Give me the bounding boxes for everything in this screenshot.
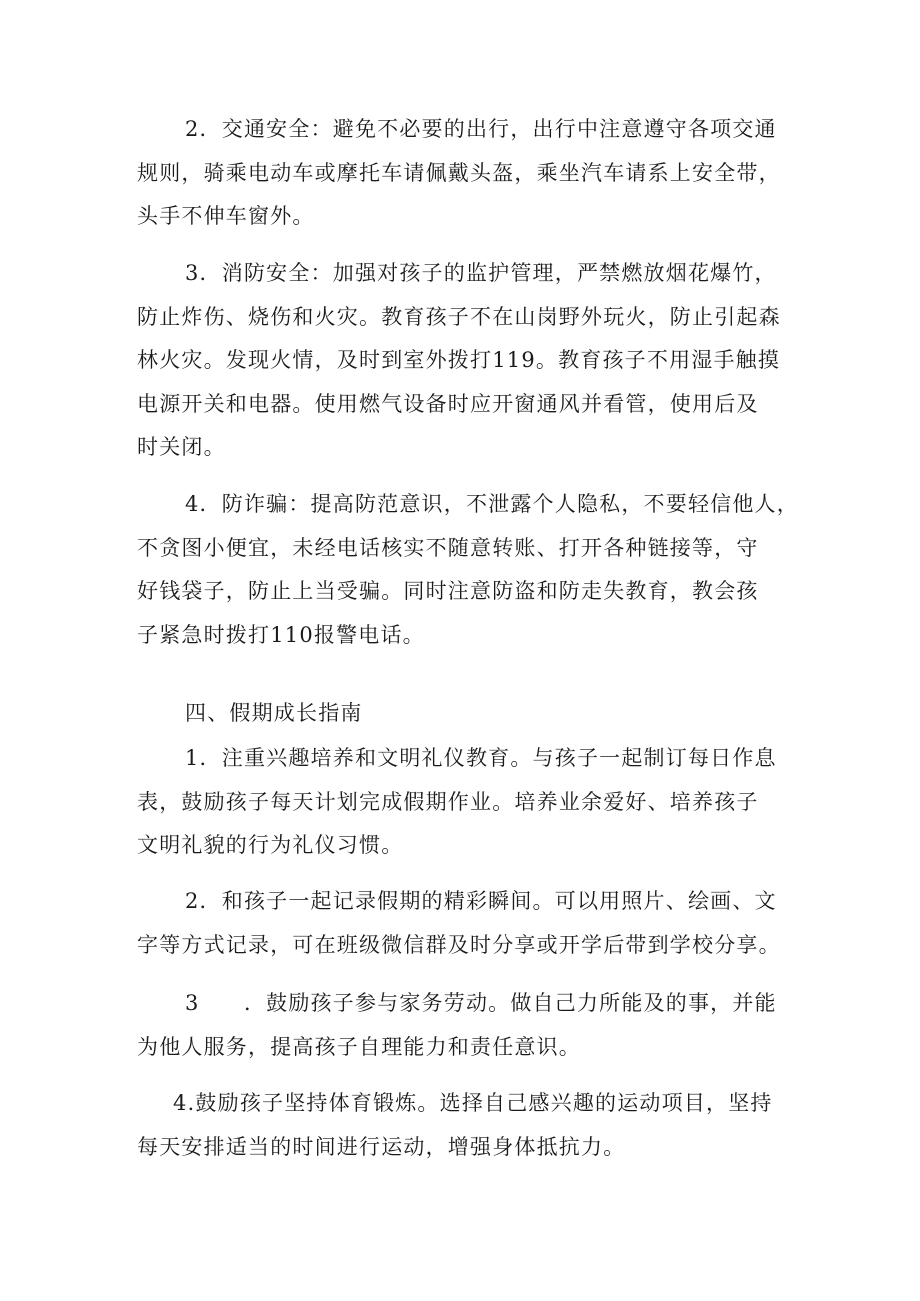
text-line: 2．和孩子一起记录假期的精彩瞬间。可以用照片、绘画、文	[185, 889, 777, 913]
text-line: 防止炸伤、烧伤和火灾。教育孩子不在山岗野外玩火，防止引起森	[137, 304, 781, 329]
text-line: 4.鼓励孩子坚持体育锻炼。选择自己感兴趣的运动项目，坚持	[173, 1091, 773, 1115]
text-line: 规则，骑乘电动车或摩托车请佩戴头盔，乘坐汽车请系上安全带，	[137, 160, 781, 185]
text-line: 2．交通安全：避免不必要的出行，出行中注意遵守各项交通	[185, 117, 777, 141]
text-line: 好钱袋子，防止上当受骗。同时注意防盗和防走失教育，教会孩	[137, 579, 759, 603]
text-line: 为他人服务，提高孩子自理能力和责任意识。	[137, 1034, 581, 1059]
text-line: 3 ．鼓励孩子参与家务劳动。做自己力所能及的事，并能	[185, 991, 777, 1015]
text-line: 头手不伸车窗外。	[137, 204, 315, 228]
text-line: 4．防诈骗：提高防范意识，不泄露个人隐私，不要轻信他人，	[185, 492, 799, 516]
section-heading: 四、假期成长指南	[185, 701, 363, 725]
paragraph-guide-4	[137, 1082, 792, 1169]
paragraph-guide-2	[137, 880, 792, 967]
text-line: 1．注重兴趣培养和文明礼仪教育。与孩子一起制订每日作息	[185, 746, 777, 770]
paragraph-anti-fraud	[137, 483, 799, 657]
paragraph-guide-1	[137, 737, 792, 868]
text-line: 字等方式记录，可在班级微信群及时分享或开学后带到学校分享。	[137, 932, 781, 957]
text-line: 文明礼貌的行为礼仪习惯。	[137, 833, 404, 857]
paragraph-fire-safety	[137, 252, 792, 470]
text-line: 表，鼓励孩子每天计划完成假期作业。培养业余爱好、培养孩子	[137, 789, 759, 814]
paragraph-traffic-safety	[137, 108, 792, 239]
text-line: 不贪图小便宜，未经电话核实不随意转账、打开各种链接等，守	[137, 535, 759, 560]
paragraph-guide-3	[137, 982, 792, 1069]
text-line: 3．消防安全：加强对孩子的监护管理，严禁燃放烟花爆竹，	[185, 261, 777, 285]
text-line: 电源开关和电器。使用燃气设备时应开窗通风并看管，使用后及	[137, 391, 759, 416]
text-line: 子紧急时拨打110报警电话。	[137, 622, 425, 647]
text-line: 时关闭。	[137, 435, 226, 459]
text-line: 每天安排适当的时间进行运动，增强身体抵抗力。	[137, 1134, 626, 1159]
text-line: 林火灾。发现火情，及时到室外拨打119。教育孩子不用湿手触摸	[137, 348, 781, 372]
